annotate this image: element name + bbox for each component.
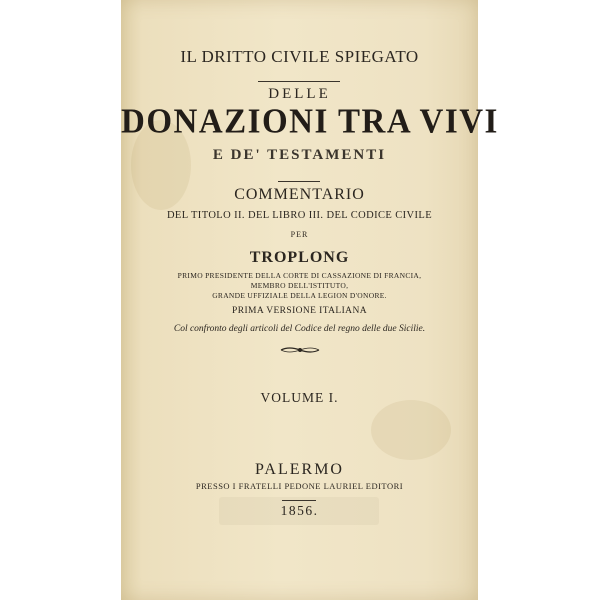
commentario-heading: COMMENTARIO	[234, 186, 365, 203]
author-credential: MEMBRO DELL'ISTITUTO,	[250, 281, 349, 290]
subtitle: E DE' TESTAMENTI	[212, 147, 387, 163]
main-title: DONAZIONI TRA VIVI	[121, 103, 499, 141]
city-name: PALERMO	[255, 461, 344, 478]
author-name: TROPLONG	[249, 249, 350, 266]
ornament-icon	[279, 344, 321, 356]
edition-line: PRIMA VERSIONE ITALIANA	[232, 306, 367, 316]
delle-line: DELLE	[268, 86, 331, 102]
series-title: IL DRITTO CIVILE SPIEGATO	[180, 47, 419, 66]
title-page	[121, 0, 499, 600]
author-credential: PRIMO PRESIDENTE DELLA CORTE DI CASSAZIONE DI FRANCIA,	[177, 271, 422, 280]
publisher-line: PRESSO I FRATELLI PEDONE LAURIEL EDITORI	[195, 481, 404, 491]
titolo-line: DEL TITOLO II. DEL LIBRO III. DEL CODICE CIVILE	[166, 210, 433, 221]
confronto-line: Col confronto degli articoli del Codice del regno delle due Sicilie.	[173, 324, 426, 334]
divider-rule	[282, 500, 316, 501]
volume-label: VOLUME I.	[260, 390, 339, 405]
publication-year: 1856.	[280, 503, 319, 518]
divider-rule	[258, 81, 340, 82]
author-credential: GRANDE UFFIZIALE DELLA LEGION D'ONORE.	[212, 291, 387, 300]
paper-stain	[371, 400, 451, 460]
divider-rule	[278, 181, 320, 182]
per-line: PER	[290, 230, 309, 239]
